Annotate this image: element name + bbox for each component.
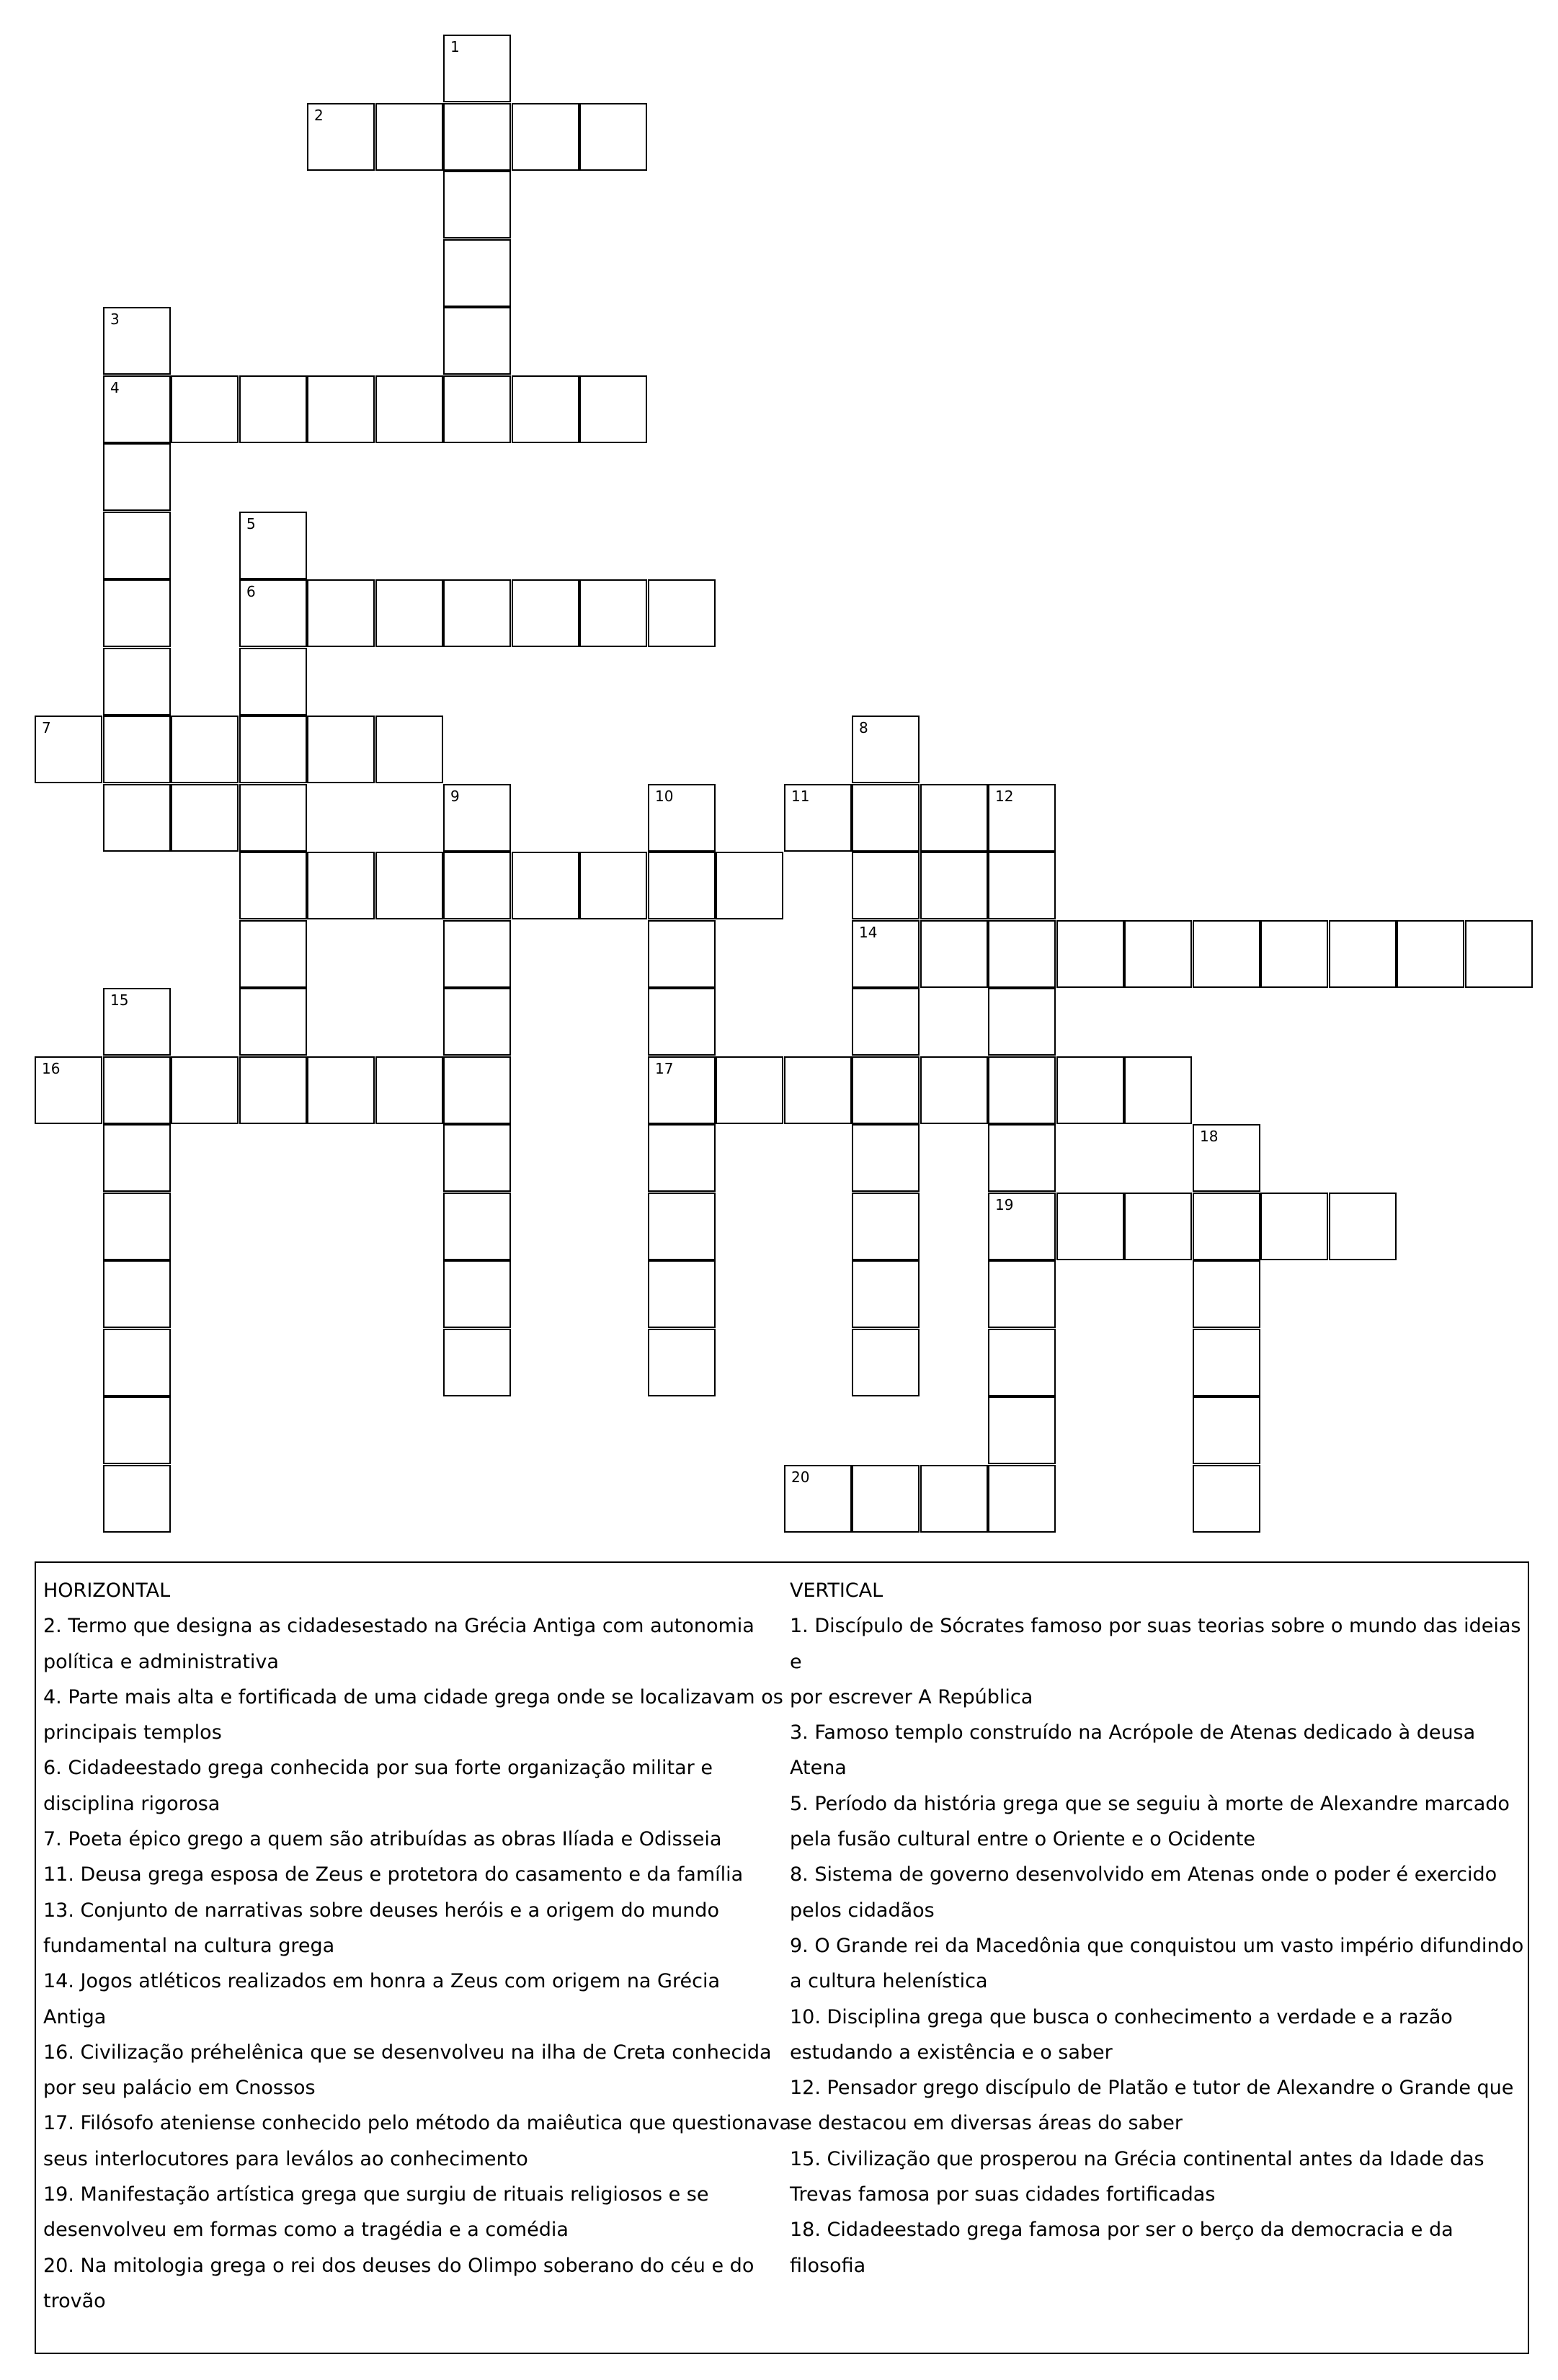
horizontal-clue-line: desenvolveu em formas como a tragédia e a comédia xyxy=(43,2219,569,2242)
grid-cell[interactable] xyxy=(988,1193,1056,1260)
grid-cell[interactable] xyxy=(443,239,511,307)
clue-number: 17 xyxy=(655,1060,674,1077)
horizontal-clue-line: 20. Na mitologia grega o rei dos deuses do Olimpo soberano do céu e do xyxy=(43,2254,754,2277)
horizontal-clue-line: 19. Manifestação artística grega que surgiu de rituais religiosos e se xyxy=(43,2183,709,2206)
grid-cell[interactable] xyxy=(784,1056,852,1124)
vertical-clue-line: 10. Disciplina grega que busca o conhecimento a verdade e a razão xyxy=(790,2005,1453,2028)
vertical-clue-line: a cultura helenística xyxy=(790,1970,988,1993)
horizontal-clues xyxy=(43,1573,807,2319)
grid-cell[interactable] xyxy=(239,784,307,852)
grid-cell[interactable] xyxy=(1260,920,1328,988)
grid-cell[interactable] xyxy=(1193,1124,1260,1192)
grid-cell[interactable] xyxy=(1056,1193,1124,1260)
grid-cell[interactable] xyxy=(648,1193,716,1260)
grid-cell[interactable] xyxy=(103,1193,171,1260)
grid-cell[interactable] xyxy=(103,375,171,443)
grid-cell[interactable] xyxy=(920,920,988,988)
grid-cell[interactable] xyxy=(103,716,171,783)
grid-cell[interactable] xyxy=(443,579,511,647)
grid-cell[interactable] xyxy=(1124,1193,1192,1260)
grid-cell[interactable] xyxy=(988,852,1056,919)
grid-cell[interactable] xyxy=(1193,1465,1260,1533)
grid-cell[interactable] xyxy=(1260,1193,1328,1260)
horizontal-clue-line: 2. Termo que designa as cidadesestado na Grécia Antiga com autonomia xyxy=(43,1615,754,1638)
grid-cell[interactable] xyxy=(920,1056,988,1124)
grid-cell[interactable] xyxy=(852,1329,920,1396)
grid-cell[interactable] xyxy=(852,988,920,1056)
grid-cell[interactable] xyxy=(35,716,102,783)
grid-cell[interactable] xyxy=(307,716,375,783)
grid-cell[interactable] xyxy=(239,716,307,783)
grid-cell[interactable] xyxy=(579,375,647,443)
clue-number: 15 xyxy=(110,991,129,1009)
grid-cell[interactable] xyxy=(648,852,716,919)
grid-cell[interactable] xyxy=(920,852,988,919)
horizontal-clue-line: fundamental na cultura grega xyxy=(43,1934,335,1957)
grid-cell[interactable] xyxy=(579,852,647,919)
vertical-heading: VERTICAL xyxy=(790,1579,883,1602)
grid-cell[interactable] xyxy=(852,784,920,852)
horizontal-clue-line: 16. Civilização préhelênica que se desenvolveu na ilha de Creta conhecida xyxy=(43,2041,772,2064)
grid-cell[interactable] xyxy=(35,1056,102,1124)
grid-cell[interactable] xyxy=(443,1193,511,1260)
grid-cell[interactable] xyxy=(1329,1193,1397,1260)
clue-number: 8 xyxy=(859,719,868,736)
grid-cell[interactable] xyxy=(1193,1329,1260,1396)
grid-cell[interactable] xyxy=(716,1056,783,1124)
grid-cell[interactable] xyxy=(239,648,307,716)
vertical-clue-line: se destacou em diversas áreas do saber xyxy=(790,2112,1183,2135)
grid-cell[interactable] xyxy=(239,988,307,1056)
grid-cell[interactable] xyxy=(103,988,171,1056)
grid-cell[interactable] xyxy=(103,1056,171,1124)
grid-cell[interactable] xyxy=(648,1056,716,1124)
clue-number: 14 xyxy=(859,924,878,941)
grid-cell[interactable] xyxy=(307,375,375,443)
grid-cell[interactable] xyxy=(103,1465,171,1533)
grid-cell[interactable] xyxy=(512,852,579,919)
vertical-clue-line: 9. O Grande rei da Macedônia que conquistou um vasto império difundindo xyxy=(790,1934,1524,1957)
horizontal-clue-line: por seu palácio em Cnossos xyxy=(43,2077,316,2100)
grid-cell[interactable] xyxy=(103,579,171,647)
grid-cell[interactable] xyxy=(443,1056,511,1124)
horizontal-clue-line: disciplina rigorosa xyxy=(43,1792,221,1815)
grid-cell[interactable] xyxy=(1124,1056,1192,1124)
horizontal-clue-line: política e administrativa xyxy=(43,1650,279,1673)
clue-number: 3 xyxy=(110,311,120,328)
grid-cell[interactable] xyxy=(443,988,511,1056)
grid-cell[interactable] xyxy=(375,716,443,783)
horizontal-heading: HORIZONTAL xyxy=(43,1579,171,1602)
grid-cell[interactable] xyxy=(988,1465,1056,1533)
grid-cell[interactable] xyxy=(648,784,716,852)
grid-cell[interactable] xyxy=(103,443,171,511)
vertical-clue-line: Trevas famosa por suas cidades fortificadas xyxy=(790,2183,1216,2206)
vertical-clue-line: 3. Famoso templo construído na Acrópole de Atenas dedicado à deusa xyxy=(790,1721,1476,1744)
vertical-clues xyxy=(790,1573,1525,2283)
grid-cell[interactable] xyxy=(443,307,511,375)
grid-cell[interactable] xyxy=(512,375,579,443)
grid-cell[interactable] xyxy=(1056,1056,1124,1124)
grid-cell[interactable] xyxy=(920,784,988,852)
clues-box xyxy=(35,1561,1529,2354)
grid-cell[interactable] xyxy=(920,1465,988,1533)
grid-cell[interactable] xyxy=(852,920,920,988)
grid-cell[interactable] xyxy=(239,852,307,919)
clue-number: 6 xyxy=(246,583,256,600)
grid-cell[interactable] xyxy=(852,852,920,919)
grid-cell[interactable] xyxy=(988,988,1056,1056)
grid-cell[interactable] xyxy=(852,1056,920,1124)
horizontal-clue-line: 17. Filósofo ateniense conhecido pelo método da maiêutica que questionava xyxy=(43,2112,792,2135)
clue-number: 4 xyxy=(110,379,120,396)
grid-cell[interactable] xyxy=(443,920,511,988)
grid-cell[interactable] xyxy=(648,920,716,988)
grid-cell[interactable] xyxy=(648,1329,716,1396)
horizontal-clue-line: seus interlocutores para leválos ao conhecimento xyxy=(43,2147,528,2170)
grid-cell[interactable] xyxy=(852,716,920,783)
grid-cell[interactable] xyxy=(716,852,783,919)
grid-cell[interactable] xyxy=(307,579,375,647)
grid-cell[interactable] xyxy=(239,579,307,647)
grid-cell[interactable] xyxy=(512,579,579,647)
grid-cell[interactable] xyxy=(103,307,171,375)
grid-cell[interactable] xyxy=(988,1396,1056,1464)
grid-cell[interactable] xyxy=(784,1465,852,1533)
grid-cell[interactable] xyxy=(1193,920,1260,988)
grid-cell[interactable] xyxy=(171,1056,239,1124)
grid-cell[interactable] xyxy=(443,171,511,239)
clue-number: 16 xyxy=(42,1060,61,1077)
grid-cell[interactable] xyxy=(988,1260,1056,1328)
vertical-clue-line: estudando a existência e o saber xyxy=(790,2041,1113,2064)
grid-cell[interactable] xyxy=(443,103,511,171)
grid-cell[interactable] xyxy=(307,1056,375,1124)
horizontal-clue-line: 7. Poeta épico grego a quem são atribuídas as obras Ilíada e Odisseia xyxy=(43,1828,722,1851)
grid-cell[interactable] xyxy=(171,375,239,443)
clue-number: 7 xyxy=(42,719,51,736)
grid-cell[interactable] xyxy=(1124,920,1192,988)
grid-cell[interactable] xyxy=(103,512,171,579)
grid-cell[interactable] xyxy=(103,1260,171,1328)
clue-number: 9 xyxy=(450,788,460,805)
grid-cell[interactable] xyxy=(852,1124,920,1192)
grid-cell[interactable] xyxy=(988,1056,1056,1124)
grid-cell[interactable] xyxy=(307,103,375,171)
grid-cell[interactable] xyxy=(648,579,716,647)
grid-cell[interactable] xyxy=(443,1260,511,1328)
grid-cell[interactable] xyxy=(307,852,375,919)
grid-cell[interactable] xyxy=(988,1329,1056,1396)
grid-cell[interactable] xyxy=(443,852,511,919)
clue-number: 11 xyxy=(791,788,810,805)
grid-cell[interactable] xyxy=(171,716,239,783)
grid-cell[interactable] xyxy=(852,1465,920,1533)
grid-cell[interactable] xyxy=(171,784,239,852)
horizontal-clue-line: Antiga xyxy=(43,2005,107,2028)
horizontal-clue-line: 14. Jogos atléticos realizados em honra a Zeus com origem na Grécia xyxy=(43,1970,720,1993)
grid-cell[interactable] xyxy=(375,1056,443,1124)
grid-cell[interactable] xyxy=(1193,1193,1260,1260)
clue-number: 12 xyxy=(995,788,1014,805)
grid-cell[interactable] xyxy=(239,512,307,579)
grid-cell[interactable] xyxy=(579,103,647,171)
grid-cell[interactable] xyxy=(784,784,852,852)
vertical-clue-line: 15. Civilização que prosperou na Grécia continental antes da Idade das xyxy=(790,2147,1484,2170)
grid-cell[interactable] xyxy=(103,648,171,716)
grid-cell[interactable] xyxy=(988,784,1056,852)
vertical-clue-line: 1. Discípulo de Sócrates famoso por suas teorias sobre o mundo das ideias e xyxy=(790,1615,1521,1673)
clue-number: 18 xyxy=(1200,1128,1219,1145)
grid-cell[interactable] xyxy=(648,1260,716,1328)
vertical-clue-line: pelos cidadãos xyxy=(790,1899,935,1922)
horizontal-clue-line: 6. Cidadeestado grega conhecida por sua forte organização militar e xyxy=(43,1757,713,1780)
grid-cell[interactable] xyxy=(443,1329,511,1396)
grid-cell[interactable] xyxy=(375,579,443,647)
grid-cell[interactable] xyxy=(375,852,443,919)
vertical-clue-line: 18. Cidadeestado grega famosa por ser o berço da democracia e da filosofia xyxy=(790,2219,1454,2277)
clue-number: 20 xyxy=(791,1468,810,1486)
grid-cell[interactable] xyxy=(239,920,307,988)
grid-cell[interactable] xyxy=(852,1193,920,1260)
grid-cell[interactable] xyxy=(988,920,1056,988)
grid-cell[interactable] xyxy=(103,1396,171,1464)
vertical-clue-line: 8. Sistema de governo desenvolvido em Atenas onde o poder é exercido xyxy=(790,1863,1497,1886)
clue-number: 19 xyxy=(995,1196,1014,1213)
vertical-clue-line: 12. Pensador grego discípulo de Platão e tutor de Alexandre o Grande que xyxy=(790,2077,1514,2100)
vertical-clue-line: 5. Período da história grega que se seguiu à morte de Alexandre marcado xyxy=(790,1792,1510,1815)
horizontal-clue-line: 11. Deusa grega esposa de Zeus e protetora do casamento e da família xyxy=(43,1863,744,1886)
grid-cell[interactable] xyxy=(648,1124,716,1192)
clue-number: 10 xyxy=(655,788,674,805)
clue-number: 2 xyxy=(314,107,324,124)
grid-cell[interactable] xyxy=(443,35,511,102)
grid-cell[interactable] xyxy=(988,1124,1056,1192)
grid-cell[interactable] xyxy=(103,784,171,852)
horizontal-clue-line: 13. Conjunto de narrativas sobre deuses heróis e a origem do mundo xyxy=(43,1899,719,1922)
grid-cell[interactable] xyxy=(1397,920,1464,988)
grid-cell[interactable] xyxy=(239,375,307,443)
grid-cell[interactable] xyxy=(239,1056,307,1124)
horizontal-clue-line: 4. Parte mais alta e fortificada de uma cidade grega onde se localizavam os xyxy=(43,1685,783,1708)
grid-cell[interactable] xyxy=(1465,920,1533,988)
grid-cell[interactable] xyxy=(1193,1396,1260,1464)
clue-number: 1 xyxy=(450,38,460,55)
vertical-clue-line: pela fusão cultural entre o Oriente e o Ocidente xyxy=(790,1828,1256,1851)
grid-cell[interactable] xyxy=(512,103,579,171)
grid-cell[interactable] xyxy=(443,1124,511,1192)
grid-cell[interactable] xyxy=(852,1260,920,1328)
vertical-clue-line: Atena xyxy=(790,1757,847,1780)
clue-number: 5 xyxy=(246,515,256,532)
grid-cell[interactable] xyxy=(1056,920,1124,988)
grid-cell[interactable] xyxy=(103,1329,171,1396)
grid-cell[interactable] xyxy=(375,103,443,171)
horizontal-clue-line: principais templos xyxy=(43,1721,222,1744)
vertical-clue-line: por escrever A República xyxy=(790,1685,1033,1708)
horizontal-clue-line: trovão xyxy=(43,2289,106,2312)
grid-cell[interactable] xyxy=(1329,920,1397,988)
grid-cell[interactable] xyxy=(579,579,647,647)
grid-cell[interactable] xyxy=(648,988,716,1056)
grid-cell[interactable] xyxy=(1193,1260,1260,1328)
grid-cell[interactable] xyxy=(443,784,511,852)
grid-cell[interactable] xyxy=(375,375,443,443)
grid-cell[interactable] xyxy=(103,1124,171,1192)
grid-cell[interactable] xyxy=(443,375,511,443)
